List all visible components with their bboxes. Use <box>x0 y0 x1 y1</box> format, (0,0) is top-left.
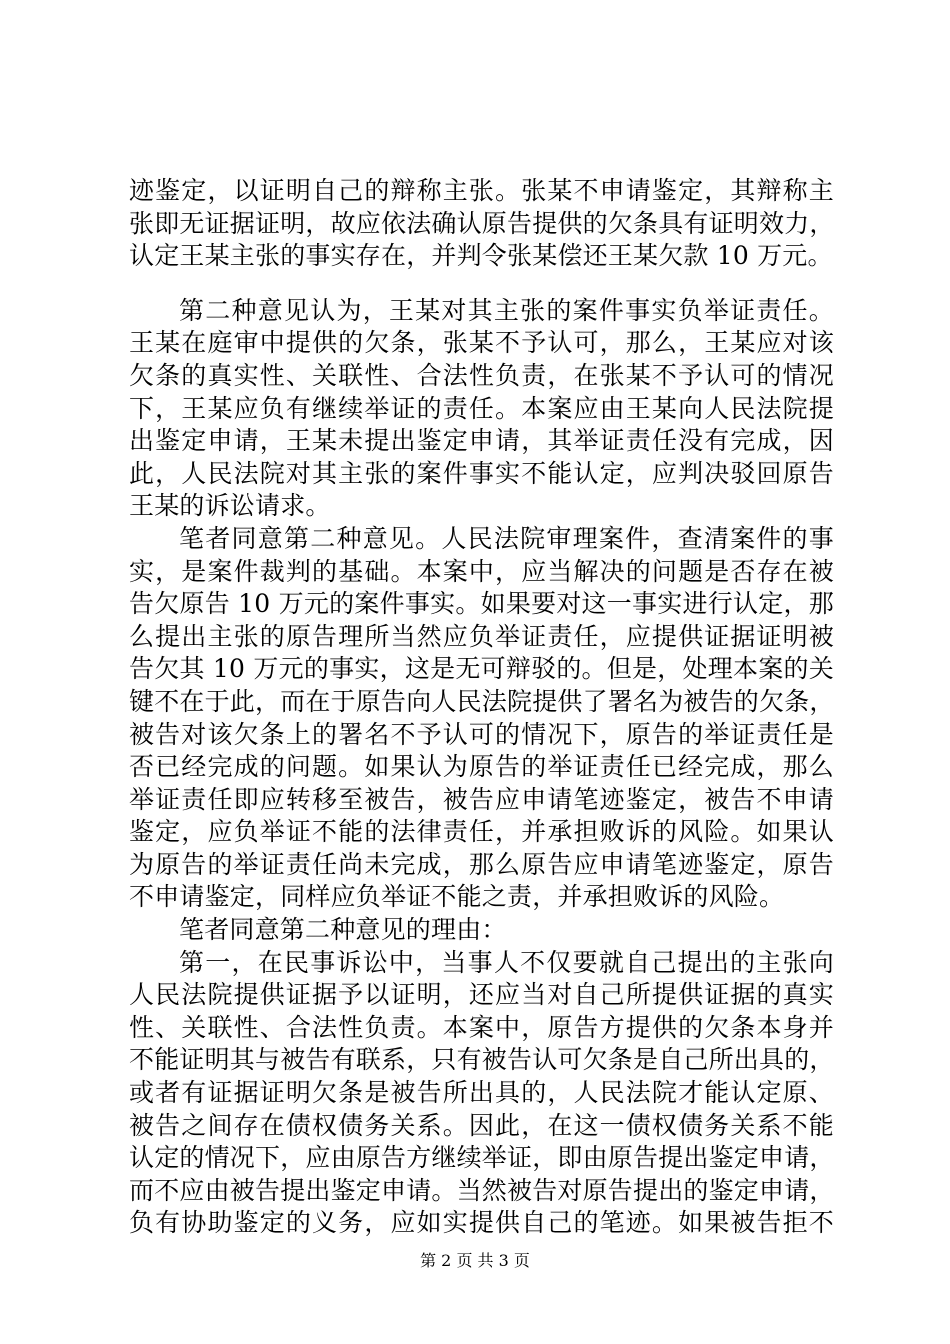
paragraph-3 <box>129 523 834 914</box>
text-line: 鉴定，应负举证不能的法律责任，并承担败诉的风险。如果认 <box>129 817 834 847</box>
text-line: 下，王某应负有继续举证的责任。本案应由王某向人民法院提 <box>129 393 834 423</box>
text-line: 举证责任即应转移至被告，被告应申请笔迹鉴定，被告不申请 <box>129 784 834 814</box>
text-line: 键不在于此，而在于原告向人民法院提供了署名为被告的欠条， <box>129 686 835 716</box>
text-line: 性、关联性、合法性负责。本案中，原告方提供的欠条本身并 <box>129 1012 834 1042</box>
text-line: 第一，在民事诉讼中，当事人不仅要就自己提出的主张向 <box>179 947 834 977</box>
text-line: 人民法院提供证据予以证明，还应当对自己所提供证据的真实 <box>129 980 834 1010</box>
text-line: 负有协助鉴定的义务，应如实提供自己的笔迹。如果被告拒不 <box>129 1208 834 1238</box>
paragraph-gap <box>129 273 834 295</box>
text-line: 否已经完成的问题。如果认为原告的举证责任已经完成，那么 <box>129 752 834 782</box>
document-body <box>129 175 834 1240</box>
text-line: 不申请鉴定，同样应负举证不能之责，并承担败诉的风险。 <box>129 882 785 912</box>
text-line: 此，人民法院对其主张的案件事实不能认定，应判决驳回原告 <box>129 458 834 488</box>
paragraph-4 <box>129 914 834 947</box>
paragraph-5 <box>129 947 834 1240</box>
text-line: 欠条的真实性、关联性、合法性负责，在张某不予认可的情况 <box>129 360 834 390</box>
text-line: 或者有证据证明欠条是被告所出具的，人民法院才能认定原、 <box>129 1078 834 1108</box>
text-line: 告欠其 10 万元的事实，这是无可辩驳的。但是，处理本案的关 <box>129 654 834 684</box>
text-line: 实，是案件裁判的基础。本案中，应当解决的问题是否存在被 <box>129 556 834 586</box>
text-line: 而不应由被告提出鉴定申请。当然被告对原告提出的鉴定申请， <box>129 1175 835 1205</box>
text-line: 王某在庭审中提供的欠条，张某不予认可，那么，王某应对该 <box>129 328 834 358</box>
text-line: 迹鉴定，以证明自己的辩称主张。张某不申请鉴定，其辩称主 <box>129 176 834 205</box>
text-line: 笔者同意第二种意见。人民法院审理案件，查清案件的事 <box>179 523 834 553</box>
text-line: 出鉴定申请，王某未提出鉴定申请，其举证责任没有完成，因 <box>129 426 834 456</box>
text-line: 笔者同意第二种意见的理由： <box>179 915 507 945</box>
text-line: 第二种意见认为，王某对其主张的案件事实负举证责任。 <box>179 295 834 325</box>
text-line: 王某的诉讼请求。 <box>129 491 331 521</box>
text-line: 被告对该欠条上的署名不予认可的情况下，原告的举证责任是 <box>129 719 834 749</box>
text-line: 不能证明其与被告有联系，只有被告认可欠条是自己所出具的， <box>129 1045 835 1075</box>
page-number-footer: 第 2 页 共 3 页 <box>420 1251 530 1270</box>
text-line: 认定王某主张的事实存在，并判令张某偿还王某欠款 10 万元。 <box>129 241 833 271</box>
text-line: 么提出主张的原告理所当然应负举证责任，应提供证据证明被 <box>129 621 834 651</box>
paragraph-2 <box>129 295 834 523</box>
text-line: 认定的情况下，应由原告方继续举证，即由原告提出鉴定申请， <box>129 1143 835 1173</box>
text-line: 告欠原告 10 万元的案件事实。如果要对这一事实进行认定，那 <box>129 589 834 619</box>
paragraph-1 <box>129 175 834 273</box>
text-line: 张即无证据证明，故应依法确认原告提供的欠条具有证明效力， <box>129 208 835 238</box>
text-line: 被告之间存在债权债务关系。因此，在这一债权债务关系不能 <box>129 1110 834 1140</box>
text-line: 为原告的举证责任尚未完成，那么原告应申请笔迹鉴定，原告 <box>129 849 834 879</box>
